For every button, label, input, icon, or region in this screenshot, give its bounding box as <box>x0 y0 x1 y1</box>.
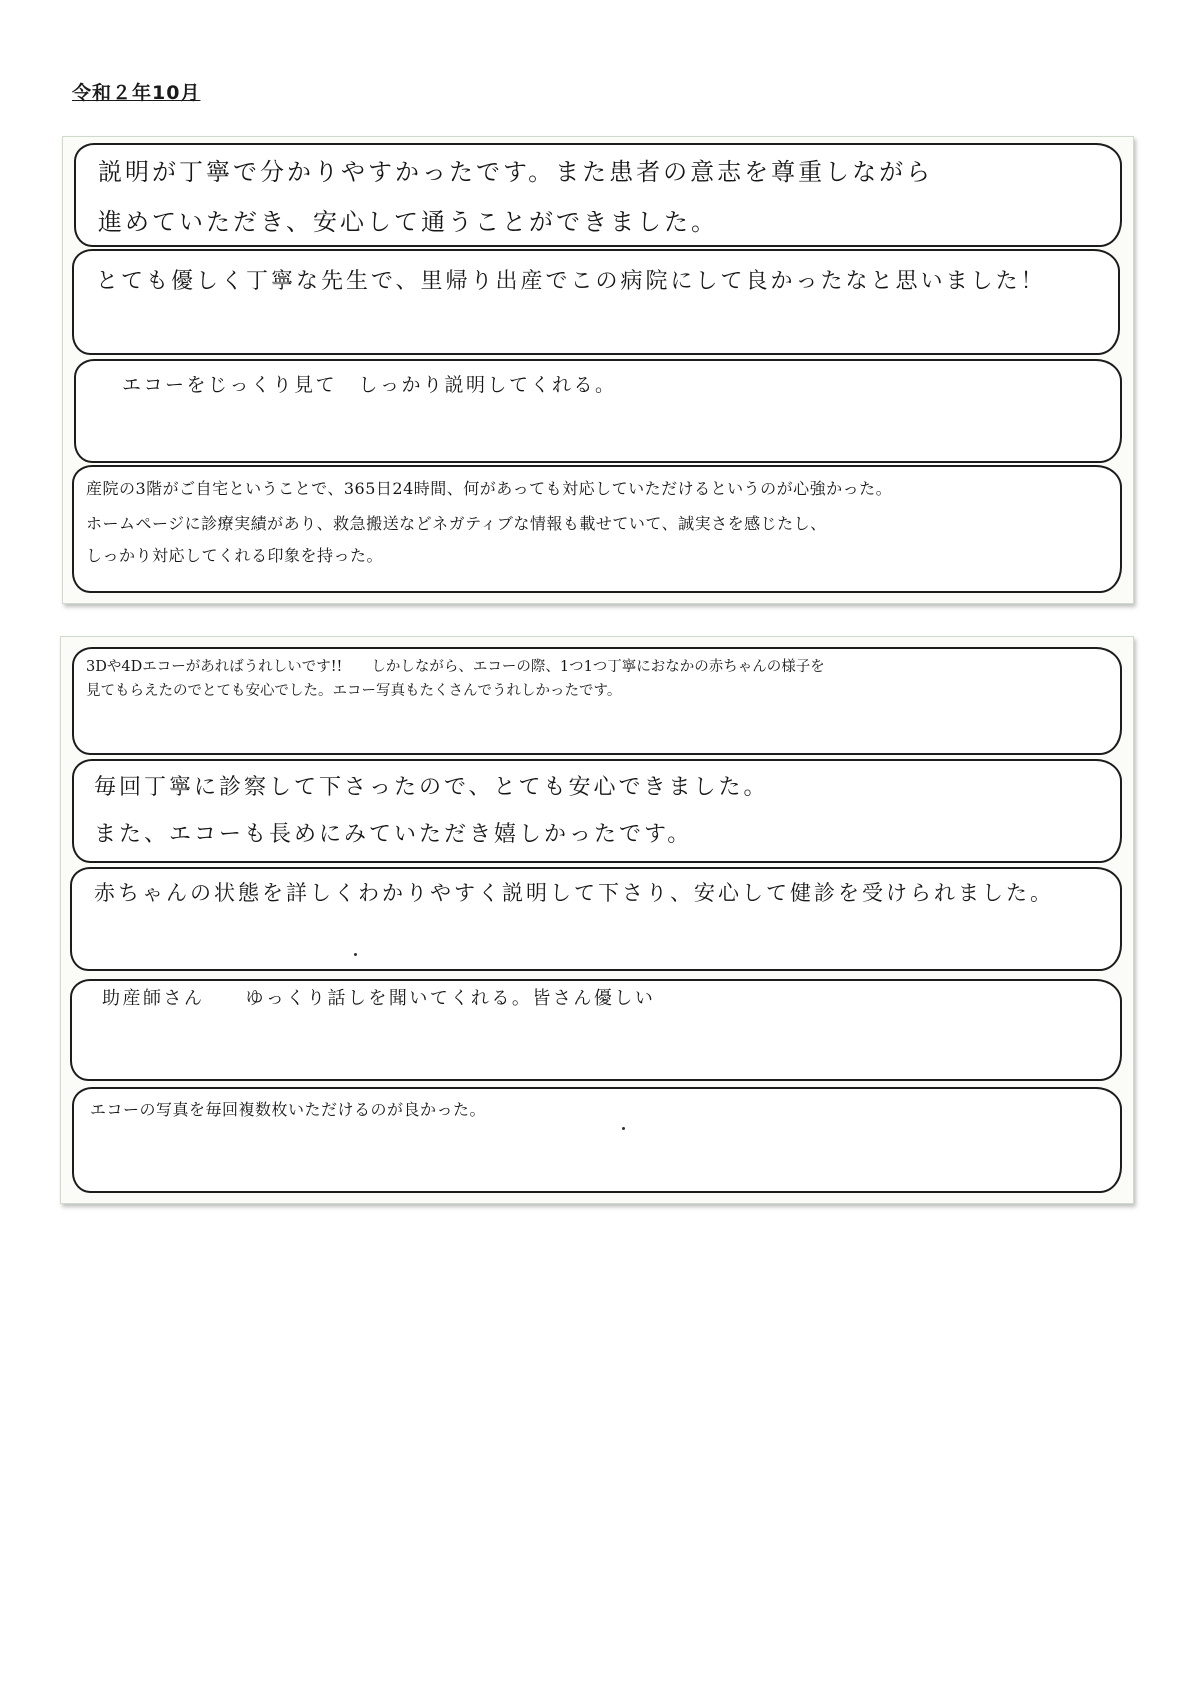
document-date: 令和２年10月 <box>72 82 201 104</box>
comment-card <box>72 465 1122 593</box>
comment-line: とても優しく丁寧な先生で、里帰り出産でこの病院にして良かったなと思いました！ <box>96 269 1046 294</box>
comment-line: 説明が丁寧で分かりやすかったです。また患者の意志を尊重しながら <box>98 158 934 186</box>
comment-sheet-2 <box>60 636 1134 1204</box>
comment-line: また、エコーも長めにみていただき嬉しかったです。 <box>94 822 693 847</box>
comment-card <box>72 249 1120 355</box>
comment-card <box>72 1087 1122 1193</box>
comment-line: エコーの写真を毎回複数枚いただけるのが良かった。 <box>90 1100 487 1119</box>
comment-line: 産院の3階がご自宅ということで、365日24時間、何があっても対応していただけるというのが心強かった。 <box>86 479 893 498</box>
comment-line: 毎回丁寧に診察して下さったので、とても安心できました。 <box>94 775 769 800</box>
comment-line: ホームページに診療実績があり、救急搬送などネガティブな情報も載せていて、誠実さを感じたし、 <box>86 514 827 533</box>
comment-line: 3Dや4Dエコーがあればうれしいです!! しかしながら、エコーの際、1つ1つ丁寧におなかの赤ちゃんの様子を <box>86 659 825 675</box>
comment-line: 赤ちゃんの状態を詳しくわかりやすく説明して下さり、安心して健診を受けられました。 <box>94 881 1054 905</box>
stray-mark <box>354 953 357 956</box>
comment-line: しっかり対応してくれる印象を持った。 <box>86 546 384 565</box>
stray-mark <box>622 1127 625 1130</box>
comment-card <box>70 979 1122 1081</box>
comment-line: 進めていただき、安心して通うことができました。 <box>98 208 719 236</box>
comment-card <box>74 359 1122 463</box>
comment-line: 見てもらえたのでとても安心でした。エコー写真もたくさんでうれしかったです。 <box>86 683 622 699</box>
comment-card <box>70 867 1122 971</box>
comment-card <box>72 759 1122 863</box>
comment-line: 助産師さん ゆっくり話しを聞いてくれる。皆さん優しい <box>102 988 656 1009</box>
comment-sheet-1 <box>62 136 1134 604</box>
comment-card <box>74 143 1122 247</box>
comment-card <box>72 647 1122 755</box>
comment-line: エコーをじっくり見て しっかり説明してくれる。 <box>122 374 617 396</box>
